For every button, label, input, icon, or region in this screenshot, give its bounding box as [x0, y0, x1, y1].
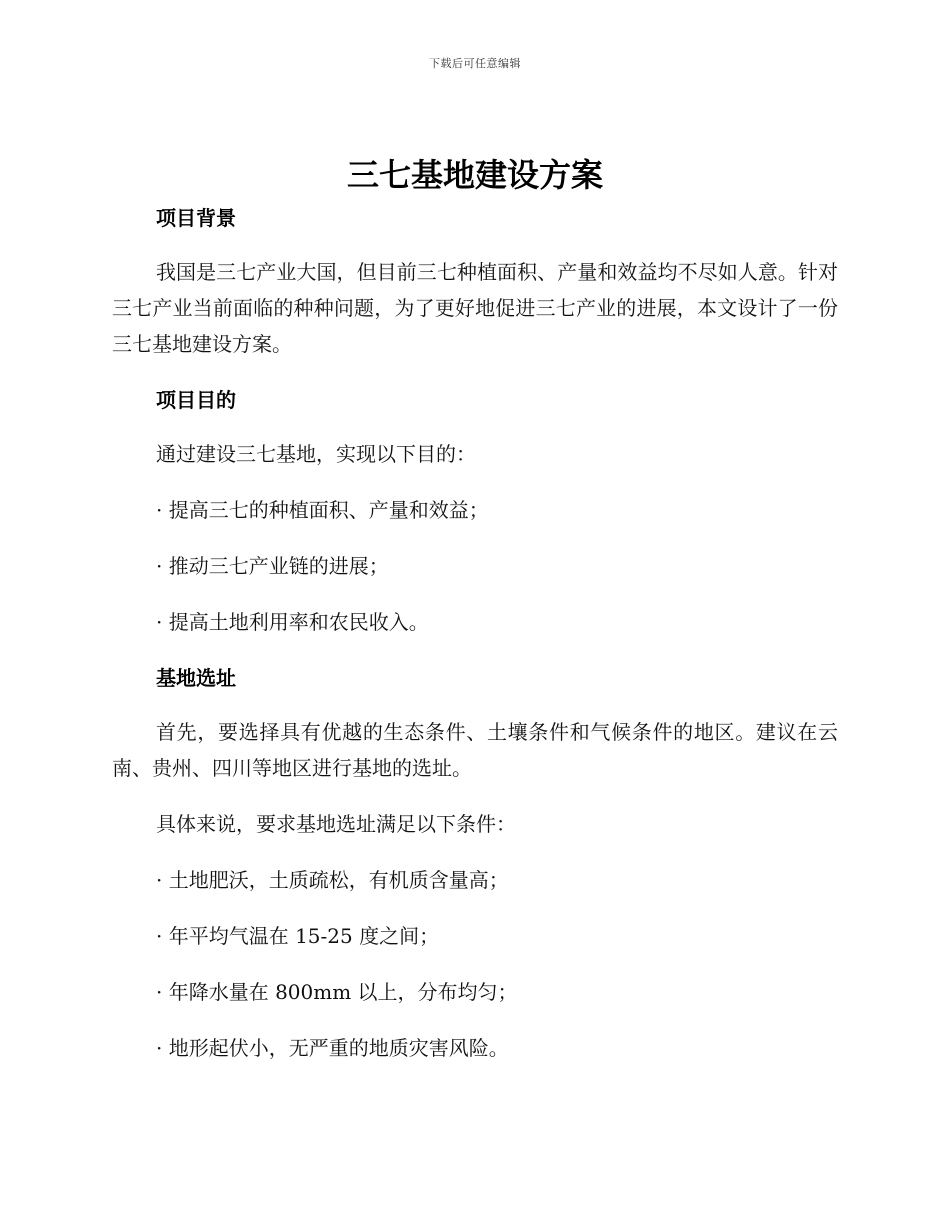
site-intro: 具体来说，要求基地选址满足以下条件： [156, 812, 516, 836]
section-heading-purpose: 项目目的 [156, 388, 236, 412]
background-paragraph: 我国是三七产业大国，但目前三七种植面积、产量和效益均不尽如人意。针对三七产业当前面临的种种问题，为了更好地促进三七产业的进展，本文设计了一份三七基地建设方案。 [112, 260, 838, 356]
document-title: 三七基地建设方案 [346, 156, 603, 194]
section-heading-background: 项目背景 [156, 206, 236, 230]
site-paragraph: 首先，要选择具有优越的生态条件、土壤条件和气候条件的地区。建议在云南、贵州、四川等地区进行基地的选址。 [112, 720, 838, 780]
purpose-bullet-3: · 提高土地利用率和农民收入。 [156, 610, 429, 634]
document-body [112, 200, 838, 1066]
purpose-bullet-1: · 提高三七的种植面积、产量和效益； [156, 498, 489, 522]
purpose-intro: 通过建设三七基地，实现以下目的： [156, 442, 476, 466]
purpose-bullet-2: · 推动三七产业链的进展； [156, 554, 389, 578]
site-bullet-1: · 土地肥沃，土质疏松，有机质含量高； [156, 868, 509, 892]
header-note: 下载后可任意编辑 [429, 57, 521, 70]
site-bullet-4: · 地形起伏小，无严重的地质灾害风险。 [156, 1036, 509, 1060]
site-bullet-3: · 年降水量在 800mm 以上，分布均匀； [156, 980, 518, 1004]
section-heading-site: 基地选址 [156, 666, 236, 690]
site-bullet-2: · 年平均气温在 15-25 度之间； [156, 924, 440, 948]
